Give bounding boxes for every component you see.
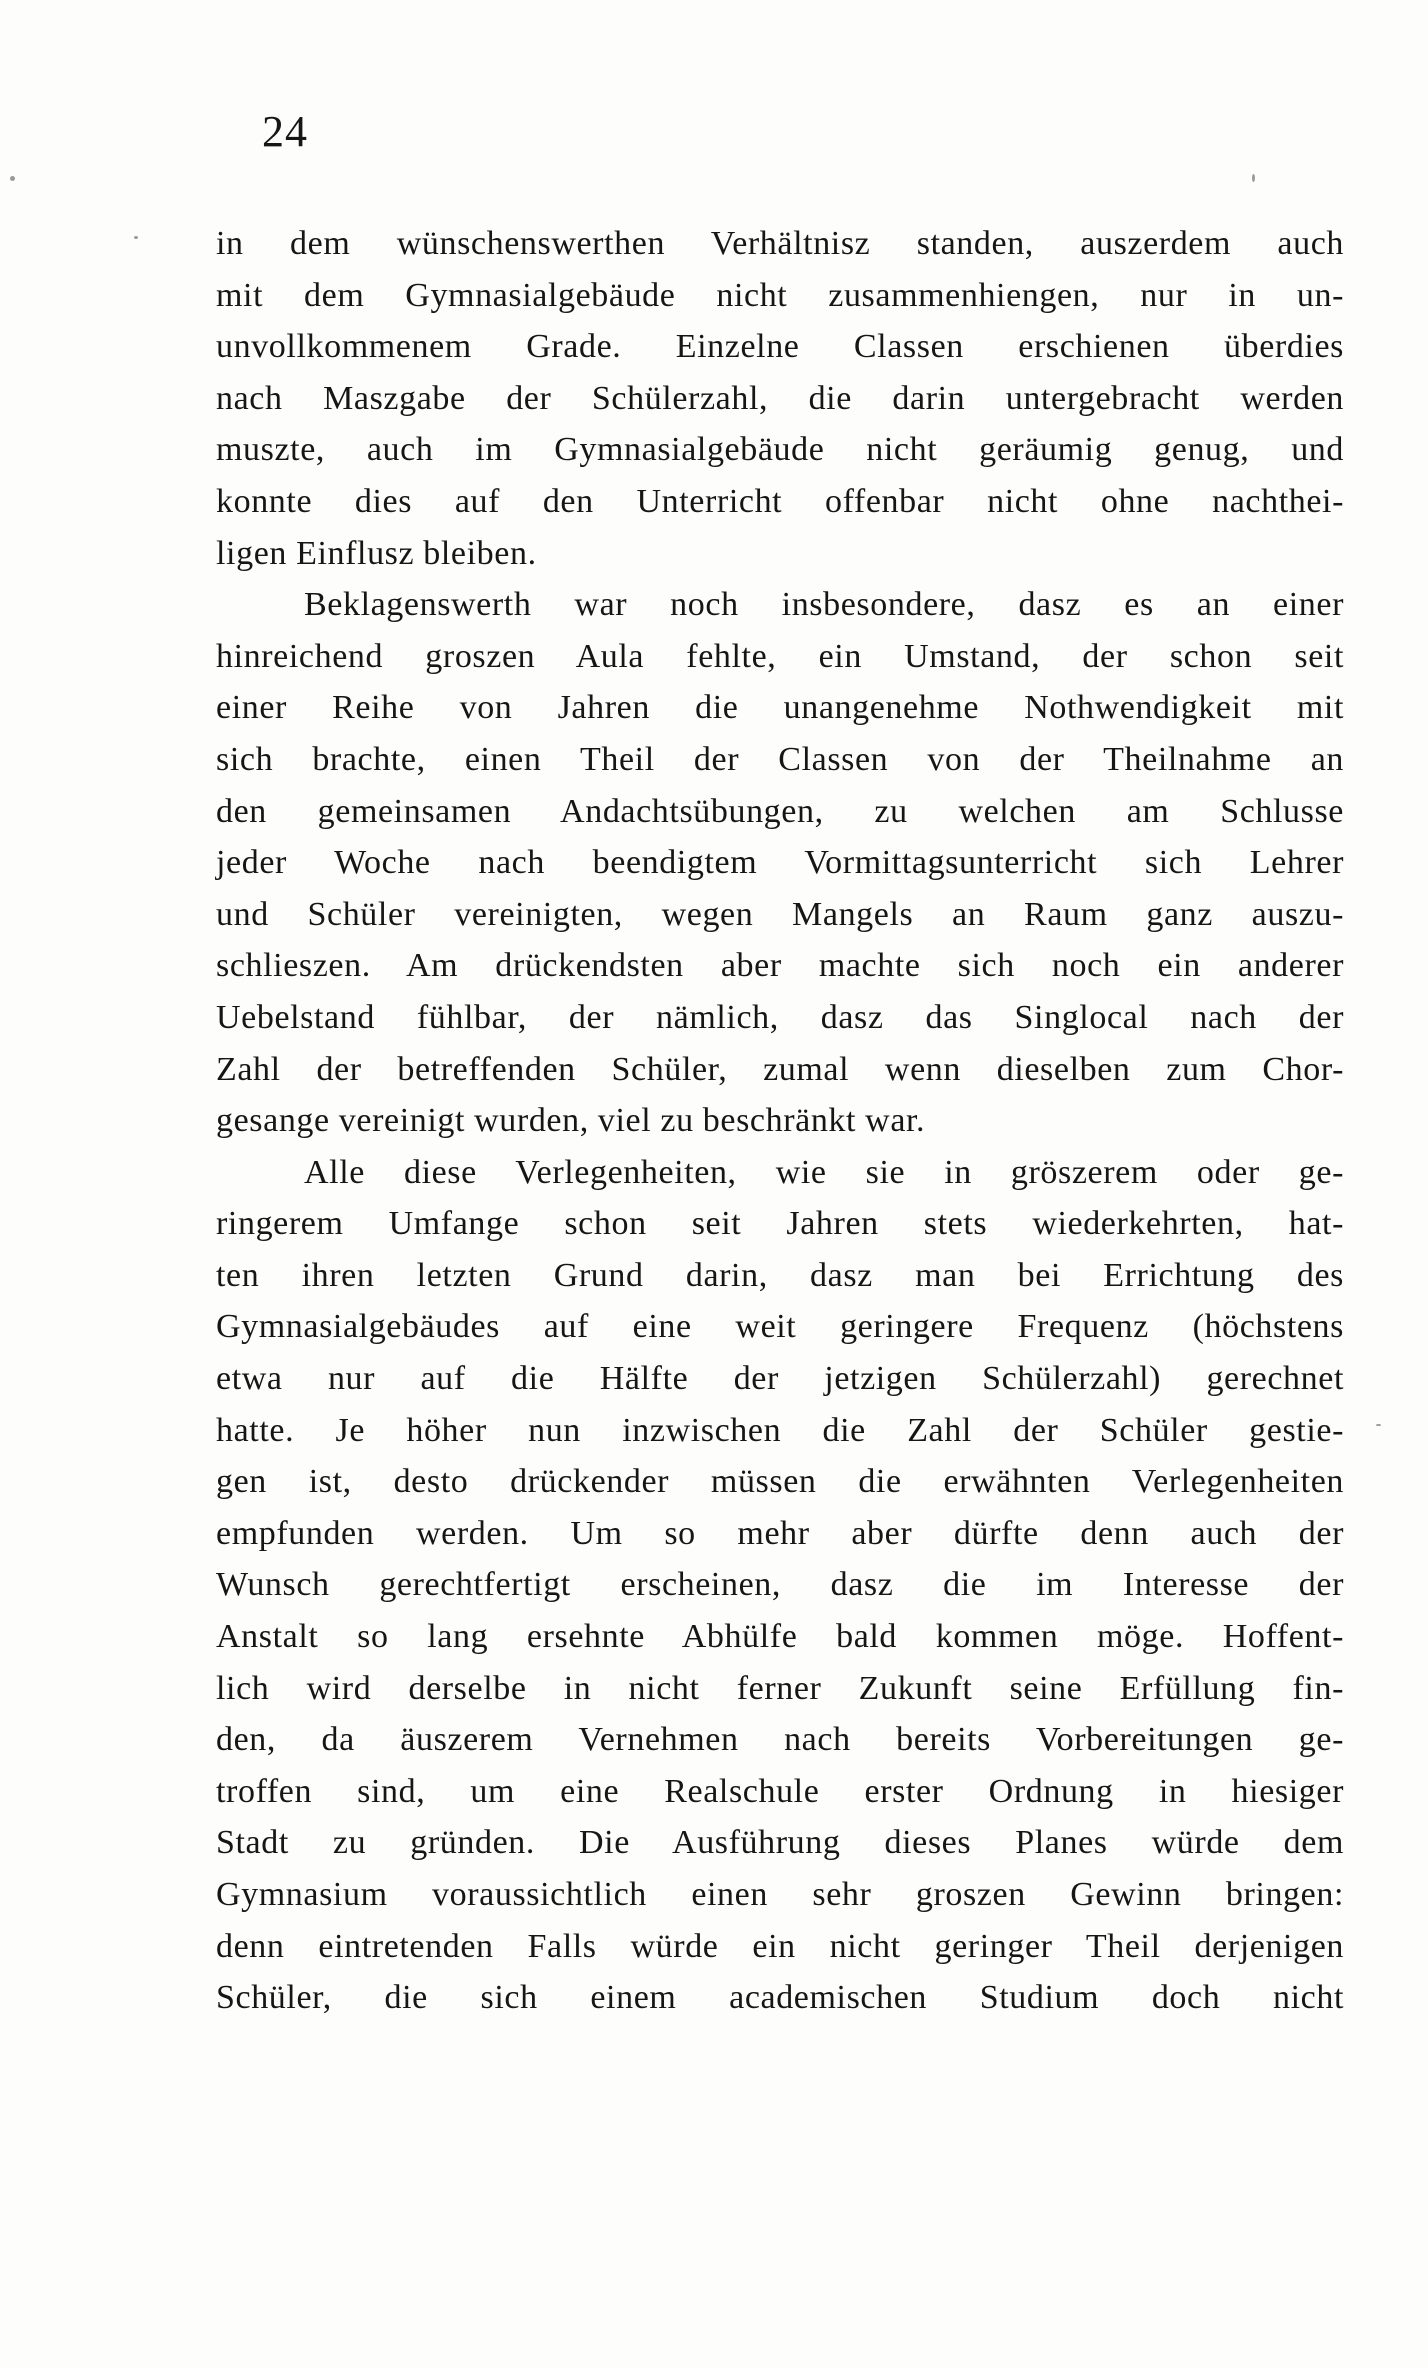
text-line: in dem wünschenswerthen Verhältnisz standen, auszerdem auch: [216, 225, 1344, 262]
text-line: empfunden werden. Um so mehr aber dürfte denn auch der: [216, 1514, 1344, 1552]
text-line: jeder Woche nach beendigtem Vormittagsunterricht sich Lehrer: [216, 844, 1344, 882]
text-line: Stadt zu gründen. Die Ausführung dieses Planes würde dem: [216, 1824, 1344, 1862]
text-line: Gymnasium voraussichtlich einen sehr groszen Gewinn bringen:: [216, 1876, 1344, 1913]
text-line: etwa nur auf die Hälfte der jetzigen Schülerzahl) gerechnet: [216, 1360, 1344, 1398]
text-line: ten ihren letzten Grund darin, dasz man bei Errichtung des: [216, 1256, 1344, 1294]
text-line: ringerem Umfange schon seit Jahren stets wiederkehrten, hat-: [216, 1205, 1344, 1243]
text-line: ligen Einflusz bleiben.: [216, 534, 537, 572]
text-line: lich wird derselbe in nicht ferner Zukunft seine Erfüllung fin-: [216, 1669, 1344, 1707]
scan-speck: [1376, 1424, 1381, 1426]
text-line: nach Maszgabe der Schülerzahl, die darin untergebracht werden: [216, 379, 1344, 417]
page-number: 24: [262, 107, 308, 156]
text-line: mit dem Gymnasialgebäude nicht zusammenhiengen, nur in un-: [216, 276, 1344, 314]
text-line: Zahl der betreffenden Schüler, zumal wenn dieselben zum Chor-: [216, 1050, 1344, 1088]
body-text: [216, 218, 1344, 2024]
text-line: und Schüler vereinigten, wegen Mangels an Raum ganz auszu-: [216, 895, 1344, 933]
text-line: unvollkommenem Grade. Einzelne Classen erschienen überdies: [216, 328, 1344, 366]
text-line: Anstalt so lang ersehnte Abhülfe bald kommen möge. Hoffent-: [216, 1618, 1344, 1656]
text-line: den gemeinsamen Andachtsübungen, zu welchen am Schlusse: [216, 792, 1344, 830]
text-line: hatte. Je höher nun inzwischen die Zahl der Schüler gestie-: [216, 1411, 1344, 1449]
text-line: gen ist, desto drückender müssen die erwähnten Verlegenheiten: [216, 1463, 1344, 1501]
text-line: denn eintretenden Falls würde ein nicht geringer Theil derjenigen: [216, 1927, 1344, 1965]
text-line: Gymnasialgebäudes auf eine weit geringere Frequenz (höchstens: [216, 1308, 1344, 1346]
text-line: Beklagenswerth war noch insbesondere, dasz es an einer: [304, 586, 1344, 624]
scan-speck: [10, 176, 15, 181]
text-line: hinreichend groszen Aula fehlte, ein Umstand, der schon seit: [216, 637, 1344, 675]
text-line: troffen sind, um eine Realschule erster Ordnung in hiesiger: [216, 1772, 1344, 1810]
text-line: einer Reihe von Jahren die unangenehme Nothwendigkeit mit: [216, 689, 1344, 727]
text-line: muszte, auch im Gymnasialgebäude nicht geräumig genug, und: [216, 431, 1344, 469]
text-line: Uebelstand fühlbar, der nämlich, dasz das Singlocal nach der: [216, 998, 1344, 1036]
text-line: schlieszen. Am drückendsten aber machte sich noch ein anderer: [216, 947, 1344, 985]
scan-speck: [1252, 174, 1255, 182]
text-line: Schüler, die sich einem academischen Studium doch nicht: [216, 1979, 1344, 2017]
text-line: Alle diese Verlegenheiten, wie sie in gröszerem oder ge-: [304, 1153, 1344, 1191]
text-line: sich brachte, einen Theil der Classen von der Theilnahme an: [216, 740, 1344, 778]
scan-speck: [134, 236, 138, 239]
text-line: den, da äuszerem Vernehmen nach bereits Vorbereitungen ge-: [216, 1721, 1344, 1759]
text-line: gesange vereinigt wurden, viel zu beschränkt war.: [216, 1102, 926, 1140]
text-line: konnte dies auf den Unterricht offenbar nicht ohne nachthei-: [216, 482, 1344, 520]
text-line: Wunsch gerechtfertigt erscheinen, dasz die im Interesse der: [216, 1566, 1344, 1604]
